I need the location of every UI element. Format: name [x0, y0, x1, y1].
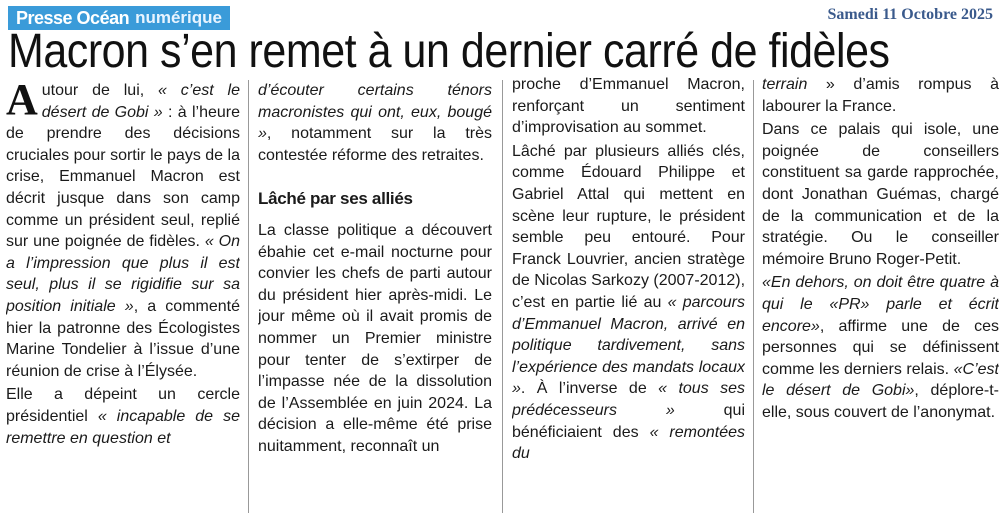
- column-1: [6, 80, 240, 510]
- text-run: : à l’heure de prendre des décisions cruciales pour sortir le pays de la crise, Emmanuel Macron est décrit jusque dans son camp comme un président seul, replié sur une poignée de fidèles.: [6, 103, 240, 251]
- masthead-brand: Presse Océan: [16, 7, 130, 28]
- paragraph: La classe politique a découvert ébahie cet e-mail nocturne pour convier les chefs de parti autour du président hier après-midi. Le jour même où il avait promis de nommer un Premier ministre pour tenter de s’extirper de l’impasse née de la dissolution de l’Assemblée en juin 2024. La décision a elle-même été prise nuitamment, reconnaît un: [258, 221, 492, 455]
- quote: «En dehors, on doit être quatre à qui le «PR» parle et écrit encore»: [762, 274, 999, 335]
- text-run: Elle a dépeint un cercle présidentiel: [6, 386, 240, 425]
- text-run: utour de lui,: [41, 82, 159, 99]
- quote: terrain: [762, 76, 808, 93]
- text-run: Lâché par plusieurs alliés clés, comme Édouard Philippe et Gabriel Attal qui mettent en scène leur rupture, le président semble peu entouré. Pour Franck Louvrier, ancien stratège de Nicolas Sarkozy (2007-2012), c’est en partie lié au: [512, 142, 745, 311]
- paragraph: [258, 80, 492, 166]
- text-run: , affirme une de ces personnes qui se définissent comme les derniers relais.: [762, 317, 999, 378]
- quote: d’écouter certains ténors macronistes qui ont, eux, bougé »: [258, 82, 492, 143]
- article-headline: Macron s’en remet à un dernier carré de fidèles: [8, 25, 890, 78]
- paragraph: [512, 141, 745, 465]
- quote: « remontées du: [512, 423, 745, 463]
- quote: « tous ses prédécesseurs »: [512, 380, 745, 419]
- paragraph: [6, 80, 240, 382]
- paragraph: [762, 272, 999, 423]
- text-run: , notamment sur la très contestée réforme des retraites.: [258, 125, 492, 164]
- column-3: [512, 74, 745, 504]
- column-2: [258, 80, 492, 510]
- quote: «C’est le désert de Gobi»: [762, 360, 999, 400]
- text-run: . À l’inverse de: [520, 380, 659, 398]
- column-divider: [753, 80, 754, 513]
- paragraph: Dans ce palais qui isole, une poignée de conseillers constituent sa garde rapprochée, dont Jonathan Guémas, chargé de la communication et de la stratégie. Ou le conseiller mémoire Bruno Roger-Petit.: [762, 121, 999, 268]
- quote: « c’est le désert de Gobi »: [41, 82, 240, 121]
- column-divider: [502, 80, 503, 513]
- paragraph: [762, 74, 999, 117]
- text-run: qui bénéficiaient des: [512, 401, 745, 441]
- text-run: , déplore-t-elle, sous couvert de l’anonymat.: [762, 382, 999, 421]
- issue-date: Samedi 11 Octobre 2025: [827, 6, 993, 23]
- column-divider: [248, 80, 249, 513]
- drop-cap: A: [6, 80, 38, 124]
- quote: « incapable de se remettre en question et: [6, 407, 240, 447]
- text-run: , a commenté hier la patronne des Écologistes Marine Tondelier à l’issue d’une réunion de crise à l’Élysée.: [6, 297, 240, 380]
- paragraph: proche d’Emmanuel Macron, renforçant un sentiment d’improvisation au sommet.: [512, 76, 745, 137]
- column-4: [762, 74, 999, 504]
- section-subhead: Lâché par ses alliés: [258, 189, 413, 209]
- quote: « parcours d’Emmanuel Macron, arrivé en politique tardivement, sans l’expérience des mandats locaux »: [512, 293, 745, 398]
- paragraph: [6, 384, 240, 449]
- text-run: » d’amis rompus à labourer la France.: [762, 76, 999, 115]
- quote: « On a l’impression que plus il est seul, plus il se rigidifie sur sa position initiale »: [6, 233, 240, 315]
- masthead-sub: numérique: [135, 8, 222, 27]
